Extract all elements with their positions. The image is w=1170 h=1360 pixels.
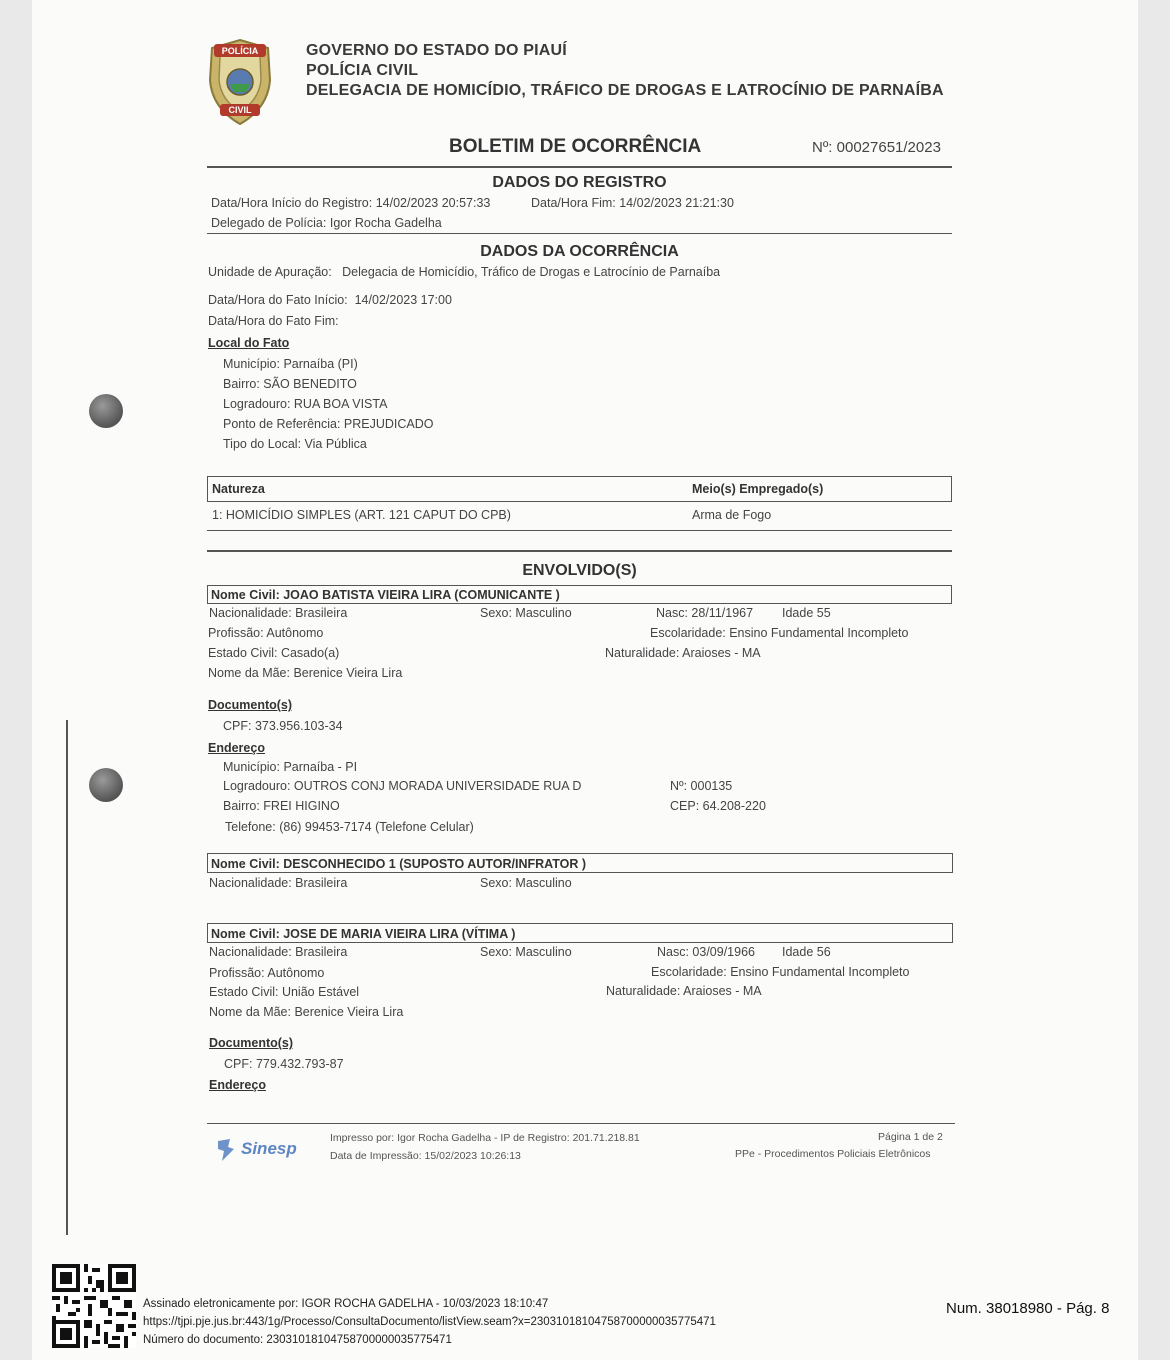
p3-nacionalidade: Nacionalidade: Brasileira [209,945,348,959]
registro-fim-label: Data/Hora Fim: [531,196,616,210]
fato-inicio-label: Data/Hora do Fato Início: [208,293,348,307]
local-tipo: Tipo do Local: Via Pública [223,437,367,451]
p3-escolaridade: Escolaridade: Ensino Fundamental Incompleto [651,965,910,979]
sinesp-logo-icon [214,1137,238,1163]
delegado-value: Igor Rocha Gadelha [329,216,442,230]
registro-fim-value: 14/02/2023 21:21:30 [619,196,734,210]
p3-naturalidade: Naturalidade: Araioses - MA [606,984,762,998]
signature-assinado: Assinado eletronicamente por: IGOR ROCHA GADELHA - 10/03/2023 18:10:47 [143,1298,549,1310]
meio-value: Arma de Fogo [692,508,772,522]
registro-inicio-label: Data/Hora Início do Registro: [211,196,373,210]
p1-logradouro: Logradouro: OUTROS CONJ MORADA UNIVERSIDADE RUA D [223,779,582,793]
header-government: GOVERNO DO ESTADO DO PIAUÍ [306,42,567,59]
p1-mae: Nome da Mãe: Berenice Vieira Lira [208,666,403,680]
unidade-label: Unidade de Apuração: [208,265,332,279]
footer-impresso: Impresso por: Igor Rocha Gadelha - IP de Registro: 201.71.218.81 [330,1132,640,1144]
p1-endereco-title: Endereço [208,741,265,755]
local-logradouro: Logradouro: RUA BOA VISTA [223,397,388,411]
p1-numero: Nº: 000135 [670,779,733,793]
divider [207,233,952,234]
p1-cpf: CPF: 373.956.103-34 [223,719,343,733]
p1-nacionalidade: Nacionalidade: Brasileira [209,606,348,620]
p3-idade: Idade 56 [782,945,831,959]
p3-nasc: Nasc: 03/09/1966 [657,945,755,959]
sinesp-logo-text: Sinesp [241,1139,297,1158]
p1-nasc: Nasc: 28/11/1967 [656,606,754,620]
divider [207,166,952,168]
p3-profissao: Profissão: Autônomo [209,966,325,980]
p1-nome: Nome Civil: JOAO BATISTA VIEIRA LIRA (COMUNICANTE ) [211,588,560,602]
meio-col-label: Meio(s) Empregado(s) [692,482,824,496]
p1-municipio: Município: Parnaíba - PI [223,760,358,774]
p3-endereco-title: Endereço [209,1078,266,1092]
signature-num-pag: Num. 38018980 - Pág. 8 [946,1300,1110,1317]
p1-sexo: Sexo: Masculino [480,606,572,620]
p1-telefone: Telefone: (86) 99453-7174 (Telefone Celular) [225,820,474,834]
page-edge-line [66,720,68,1235]
section-title-envolvidos: ENVOLVIDO(S) [522,562,637,579]
local-referencia: Ponto de Referência: PREJUDICADO [223,417,434,431]
header-police: POLÍCIA CIVIL [306,62,419,79]
p2-nacionalidade: Nacionalidade: Brasileira [209,876,348,890]
p1-escolaridade: Escolaridade: Ensino Fundamental Incompleto [650,626,909,640]
local-bairro: Bairro: SÃO BENEDITO [223,377,357,391]
fato-inicio-value: 14/02/2023 17:00 [354,293,452,307]
p3-sexo: Sexo: Masculino [480,945,572,959]
divider [207,530,952,531]
p3-mae: Nome da Mãe: Berenice Vieira Lira [209,1005,404,1019]
p1-naturalidade: Naturalidade: Araioses - MA [605,646,761,660]
document-number: Nº: 00027651/2023 [812,139,941,156]
p1-documentos-title: Documento(s) [208,698,293,712]
p2-sexo: Sexo: Masculino [480,876,572,890]
footer-pagina: Página 1 de 2 [878,1131,943,1143]
registro-inicio-value: 14/02/2023 20:57:33 [375,196,491,210]
divider [207,550,952,552]
p3-nome: Nome Civil: JOSE DE MARIA VIEIRA LIRA (VÍTIMA ) [211,927,516,941]
police-badge-icon [206,38,274,126]
p1-bairro: Bairro: FREI HIGINO [223,799,340,813]
natureza-col-label: Natureza [212,482,265,496]
delegado-label: Delegado de Polícia: [211,216,327,230]
divider [207,1123,955,1124]
p1-cep: CEP: 64.208-220 [670,799,766,813]
unidade-value: Delegacia de Homicídio, Tráfico de Drogas e Latrocínio de Parnaíba [342,265,721,279]
punch-hole [89,394,123,428]
p1-estado-civil: Estado Civil: Casado(a) [208,646,340,660]
p3-estado-civil: Estado Civil: União Estável [209,985,360,999]
local-fato-title: Local do Fato [208,336,290,350]
qr-code-icon [52,1264,136,1348]
natureza-header-box [207,476,952,502]
fato-fim-label: Data/Hora do Fato Fim: [208,314,339,328]
footer-sistema: PPe - Procedimentos Policiais Eletrônicos [735,1148,931,1160]
p2-nome: Nome Civil: DESCONHECIDO 1 (SUPOSTO AUTOR/INFRATOR ) [211,857,587,871]
document-title: BOLETIM DE OCORRÊNCIA [449,136,702,157]
section-title-registro: DADOS DO REGISTRO [492,174,667,191]
header-delegacia: DELEGACIA DE HOMICÍDIO, TRÁFICO DE DROGAS E LATROCÍNIO DE PARNAÍBA [306,82,944,99]
badge-bottom-text: CIVIL [228,105,252,115]
p1-profissao: Profissão: Autônomo [208,626,324,640]
local-municipio: Município: Parnaíba (PI) [223,357,358,371]
signature-url[interactable]: https://tjpi.pje.jus.br:443/1g/Processo/ConsultaDocumento/listView.seam?x=23031018104758700000035775471 [143,1316,716,1328]
punch-hole [89,768,123,802]
section-title-ocorrencia: DADOS DA OCORRÊNCIA [480,243,679,260]
signature-numero-documento: Número do documento: 23031018104758700000035775471 [143,1334,452,1346]
footer-data-impressao: Data de Impressão: 15/02/2023 10:26:13 [330,1150,521,1162]
p3-documentos-title: Documento(s) [209,1036,294,1050]
p3-cpf: CPF: 779.432.793-87 [224,1057,344,1071]
p1-idade: Idade 55 [782,606,831,620]
natureza-value: 1: HOMICÍDIO SIMPLES (ART. 121 CAPUT DO CPB) [212,508,511,522]
badge-top-text: POLÍCIA [221,46,259,56]
